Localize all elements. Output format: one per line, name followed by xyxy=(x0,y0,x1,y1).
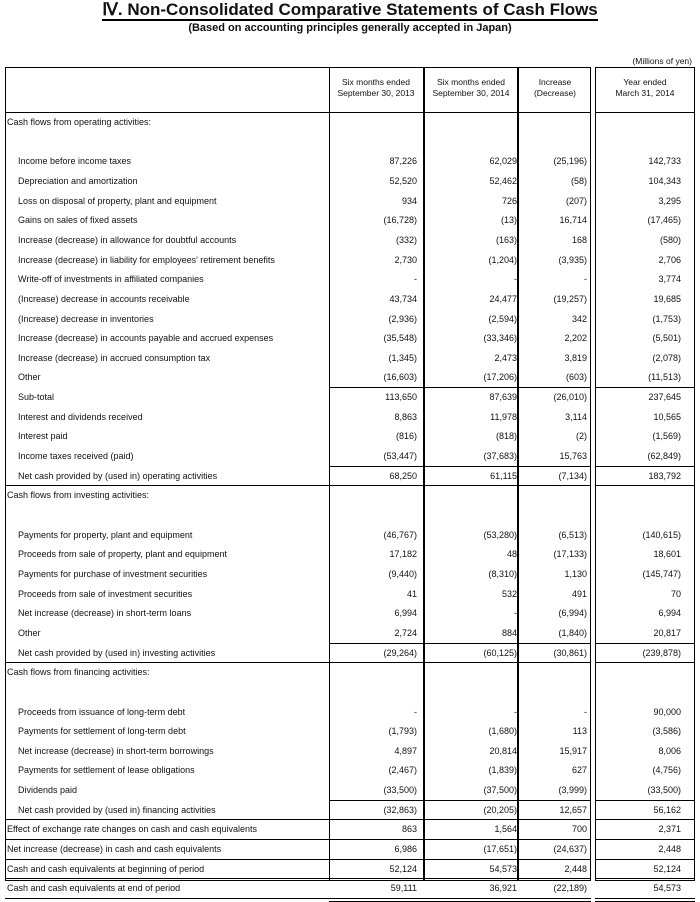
cell-value: (239,878) xyxy=(642,647,681,658)
table-row xyxy=(5,407,695,427)
cell-value: (9,440) xyxy=(388,568,417,579)
cell-value: (20,205) xyxy=(483,804,517,815)
cell-value: 8,006 xyxy=(658,745,681,756)
cell-value: 2,371 xyxy=(658,824,681,835)
cell-value: (580) xyxy=(659,234,681,245)
table-row xyxy=(5,191,695,211)
table-row xyxy=(5,643,695,663)
table-row xyxy=(5,426,695,446)
column-header-h1-2013 xyxy=(329,77,423,99)
cell-value: 2,730 xyxy=(394,254,417,265)
cell-value: (37,683) xyxy=(483,451,517,462)
cell-value: (5,501) xyxy=(652,333,681,344)
page-subtitle: (Based on accounting principles generally accepted in Japan) xyxy=(188,22,512,34)
section-header-row xyxy=(5,112,695,132)
table-row xyxy=(5,603,695,623)
cell-value: 20,814 xyxy=(489,745,517,756)
cell-value: (6,994) xyxy=(558,608,587,619)
cell-value: 36,921 xyxy=(489,883,517,894)
column-header-line: (Decrease) xyxy=(533,88,577,98)
cell-value: (13) xyxy=(500,215,517,226)
cell-value: 52,124 xyxy=(653,863,681,874)
cell-value: 6,994 xyxy=(394,608,417,619)
table-row xyxy=(5,210,695,230)
cell-value: 41 xyxy=(406,588,417,599)
table-row xyxy=(5,466,695,486)
row-label: Increase (decrease) in accounts payable and accrued expenses xyxy=(18,333,274,344)
column-header-line: September 30, 2014 xyxy=(432,88,510,98)
row-rule xyxy=(595,898,695,899)
row-label: Net cash provided by (used in) investing activities xyxy=(18,647,216,658)
row-label: Net increase (decrease) in short-term borrowings xyxy=(18,745,214,756)
cell-value: 56,162 xyxy=(653,804,681,815)
cell-value: (7,134) xyxy=(558,470,587,481)
row-label: Payments for settlement of lease obligations xyxy=(18,765,195,776)
column-header-fy2013 xyxy=(595,77,695,99)
table-row xyxy=(5,250,695,270)
cell-value: (17,133) xyxy=(553,549,587,560)
cell-value: (1,793) xyxy=(388,726,417,737)
cell-value: (53,447) xyxy=(383,451,417,462)
cell-value: 142,733 xyxy=(648,156,681,167)
cell-value: (62,849) xyxy=(647,451,681,462)
cell-value: (32,863) xyxy=(383,804,417,815)
cell-value: 168 xyxy=(571,234,587,245)
table-row xyxy=(5,623,695,643)
table-row xyxy=(5,741,695,761)
cell-value: 6,986 xyxy=(394,844,417,855)
cell-value: (2,467) xyxy=(388,765,417,776)
cell-value: 1,130 xyxy=(564,568,587,579)
cell-value: (60,125) xyxy=(483,647,517,658)
row-label: Net increase (decrease) in short-term loans xyxy=(18,608,192,619)
cell-value: - xyxy=(514,706,517,717)
cell-value: (17,465) xyxy=(647,215,681,226)
cell-value: (2,936) xyxy=(388,313,417,324)
spacer-row xyxy=(5,682,695,702)
cell-value: 700 xyxy=(571,824,587,835)
row-label: Payments for settlement of long-term debt xyxy=(18,726,186,737)
row-label: Cash and cash equivalents at end of period xyxy=(7,883,181,894)
cell-value: 43,734 xyxy=(389,293,417,304)
cell-value: 15,917 xyxy=(559,745,587,756)
cell-value: 3,819 xyxy=(564,352,587,363)
table-row xyxy=(5,269,695,289)
cell-value: (30,861) xyxy=(553,647,587,658)
row-label: Net cash provided by (used in) financing activities xyxy=(18,804,216,815)
cell-value: 90,000 xyxy=(653,706,681,717)
table-row xyxy=(5,348,695,368)
cell-value: 52,124 xyxy=(389,863,417,874)
table-row xyxy=(5,446,695,466)
cell-value: - xyxy=(514,608,517,619)
cell-value: 2,448 xyxy=(658,844,681,855)
cell-value: 18,601 xyxy=(653,549,681,560)
cell-value: (33,346) xyxy=(483,333,517,344)
table-row xyxy=(5,839,695,859)
row-label: Increase (decrease) in liability for employees' retirement benefits xyxy=(18,254,275,265)
cell-value: (140,615) xyxy=(642,529,681,540)
cell-value: (163) xyxy=(495,234,517,245)
row-label: Net cash provided by (used in) operating activities xyxy=(18,470,218,481)
cell-value: 342 xyxy=(571,313,587,324)
page-title xyxy=(0,0,700,20)
table-row xyxy=(5,819,695,839)
table-row xyxy=(5,878,695,898)
cell-value: 2,202 xyxy=(564,333,587,344)
row-label: Income before income taxes xyxy=(18,156,132,167)
row-label: Proceeds from sale of property, plant and equipment xyxy=(18,549,227,560)
cell-value: (11,513) xyxy=(648,372,681,383)
cell-value: (1,840) xyxy=(558,627,587,638)
cell-value: (58) xyxy=(570,175,587,186)
row-label: Income taxes received (paid) xyxy=(18,451,134,462)
cell-value: 59,111 xyxy=(390,883,417,894)
table-row xyxy=(5,760,695,780)
cell-value: 726 xyxy=(501,195,517,206)
cell-value: 4,897 xyxy=(394,745,417,756)
table-row xyxy=(5,780,695,800)
cell-value: 627 xyxy=(571,765,587,776)
section-header-row xyxy=(5,485,695,505)
table-row xyxy=(5,859,695,879)
cell-value: 20,817 xyxy=(653,627,681,638)
table-row xyxy=(5,584,695,604)
cell-value: 10,565 xyxy=(653,411,681,422)
cell-value: 8,863 xyxy=(394,411,417,422)
cell-value: 2,706 xyxy=(658,254,681,265)
cell-value: (145,747) xyxy=(642,568,681,579)
cell-value: 104,343 xyxy=(648,175,681,186)
table-row xyxy=(5,564,695,584)
cell-value: 24,477 xyxy=(489,293,517,304)
cell-value: 54,573 xyxy=(489,863,517,874)
cell-value: (2,594) xyxy=(488,313,517,324)
cell-value: 237,645 xyxy=(648,392,681,403)
cell-value: 113 xyxy=(572,726,587,737)
table-row xyxy=(5,328,695,348)
cell-value: (1,680) xyxy=(488,726,517,737)
cell-value: (2) xyxy=(576,431,587,442)
row-rule xyxy=(5,898,591,899)
cell-value: 113,650 xyxy=(385,392,417,403)
cash-flow-table xyxy=(5,67,695,894)
row-label: Proceeds from issuance of long-term debt xyxy=(18,706,186,717)
column-header-change xyxy=(519,77,591,99)
spacer-row xyxy=(5,132,695,152)
cell-value: 3,295 xyxy=(658,195,681,206)
page-title-text: Ⅳ. Non-Consolidated Comparative Statements of Cash Flows xyxy=(102,0,598,19)
cell-value: 17,182 xyxy=(389,549,417,560)
cell-value: 183,792 xyxy=(648,470,681,481)
row-label: Cash flows from operating activities: xyxy=(7,117,152,127)
column-header-line: Six months ended xyxy=(436,77,506,87)
cell-value: 2,724 xyxy=(394,627,417,638)
table-row xyxy=(5,800,695,820)
row-label: Increase (decrease) in accrued consumption tax xyxy=(18,352,211,363)
cell-value: 884 xyxy=(501,627,517,638)
row-label: Payments for purchase of investment securities xyxy=(18,568,208,579)
cell-value: (1,204) xyxy=(488,254,517,265)
cell-value: 934 xyxy=(401,195,417,206)
cell-value: (33,500) xyxy=(647,785,681,796)
cell-value: (3,586) xyxy=(652,726,681,737)
cell-value: (16,728) xyxy=(383,215,417,226)
spacer-row xyxy=(5,505,695,525)
row-label: Gains on sales of fixed assets xyxy=(18,215,138,226)
cell-value: (37,500) xyxy=(483,785,517,796)
table-row xyxy=(5,525,695,545)
cell-value: 2,473 xyxy=(494,352,517,363)
cell-value: 48 xyxy=(506,549,517,560)
row-label: Cash flows from financing activities: xyxy=(7,667,150,678)
column-header-line: Increase xyxy=(538,77,572,87)
cell-value: (207) xyxy=(565,195,587,206)
cell-value: (3,935) xyxy=(558,254,587,265)
cell-value: - xyxy=(414,274,417,285)
table-row xyxy=(5,171,695,191)
cell-value: 68,250 xyxy=(389,470,417,481)
cell-value: (603) xyxy=(565,372,587,383)
cell-value: 532 xyxy=(501,588,517,599)
cell-value: 62,029 xyxy=(489,156,517,167)
column-header-line: Year ended xyxy=(623,77,667,87)
column-header-line: Six months ended xyxy=(341,77,411,87)
row-label: Increase (decrease) in allowance for doubtful accounts xyxy=(18,234,237,245)
table-row xyxy=(5,544,695,564)
cell-value: (818) xyxy=(495,431,517,442)
cell-value: 87,639 xyxy=(489,392,517,403)
cell-value: (25,196) xyxy=(553,156,587,167)
row-label: Payments for property, plant and equipment xyxy=(18,529,193,540)
row-label: Sub-total xyxy=(18,392,55,403)
cell-value: (2,078) xyxy=(652,352,681,363)
cell-value: 491 xyxy=(571,588,587,599)
cell-value: (16,603) xyxy=(383,372,417,383)
row-label: Net increase (decrease) in cash and cash equivalents xyxy=(7,844,222,855)
cell-value: (17,651) xyxy=(483,844,517,855)
cell-value: 3,114 xyxy=(565,411,587,422)
table-row xyxy=(5,151,695,171)
cell-value: (22,189) xyxy=(553,883,587,894)
cell-value: 1,564 xyxy=(494,824,517,835)
row-label: Depreciation and amortization xyxy=(18,175,138,186)
cell-value: 54,573 xyxy=(653,883,681,894)
row-label: Dividends paid xyxy=(18,785,78,796)
units-note: (Millions of yen) xyxy=(632,56,692,66)
cell-value: 87,226 xyxy=(389,156,417,167)
cell-value: 16,714 xyxy=(559,215,587,226)
cell-value: (46,767) xyxy=(383,529,417,540)
row-label: (Increase) decrease in inventories xyxy=(18,313,154,324)
cell-value: (19,257) xyxy=(553,293,587,304)
column-header-h1-2014 xyxy=(425,77,517,99)
table-row xyxy=(5,702,695,722)
cell-value: (26,010) xyxy=(553,392,587,403)
cell-value: - xyxy=(514,274,517,285)
cell-value: (1,753) xyxy=(652,313,681,324)
cell-value: 70 xyxy=(670,588,681,599)
cell-value: (6,513) xyxy=(558,529,587,540)
cell-value: 2,448 xyxy=(564,863,587,874)
cell-value: (33,500) xyxy=(383,785,417,796)
column-header-line: March 31, 2014 xyxy=(615,88,675,98)
table-row xyxy=(5,309,695,329)
cell-value: 11,978 xyxy=(490,411,517,422)
cell-value: - xyxy=(584,274,587,285)
cell-value: 12,657 xyxy=(559,804,587,815)
cell-value: - xyxy=(414,706,417,717)
cell-value: 19,685 xyxy=(653,293,681,304)
cell-value: 52,520 xyxy=(389,175,417,186)
row-label: Write-off of investments in affiliated companies xyxy=(18,274,204,285)
cell-value: (24,637) xyxy=(553,844,587,855)
row-label: Effect of exchange rate changes on cash and cash equivalents xyxy=(7,824,258,835)
section-header-row xyxy=(5,662,695,682)
cell-value: 15,763 xyxy=(559,451,587,462)
column-header-line: September 30, 2013 xyxy=(337,88,415,98)
cell-value: (17,206) xyxy=(483,372,517,383)
row-label: Cash flows from investing activities: xyxy=(7,490,150,501)
cell-value: (816) xyxy=(395,431,417,442)
table-row xyxy=(5,367,695,387)
cell-value: - xyxy=(584,706,587,717)
cell-value: (1,345) xyxy=(388,352,417,363)
table-row xyxy=(5,721,695,741)
cell-value: (1,569) xyxy=(652,431,681,442)
cell-value: (35,548) xyxy=(383,333,417,344)
cell-value: (332) xyxy=(395,234,417,245)
row-label: Other xyxy=(18,627,41,638)
cell-value: (29,264) xyxy=(383,647,417,658)
cell-value: 61,115 xyxy=(490,470,517,481)
row-label: Proceeds from sale of investment securities xyxy=(18,588,193,599)
cell-value: 3,774 xyxy=(658,274,681,285)
table-row xyxy=(5,230,695,250)
cell-value: (4,756) xyxy=(652,765,681,776)
cell-value: (53,280) xyxy=(483,529,517,540)
row-label: (Increase) decrease in accounts receivable xyxy=(18,293,190,304)
row-label: Other xyxy=(18,372,41,383)
cell-value: 52,462 xyxy=(489,175,517,186)
cell-value: 863 xyxy=(401,824,417,835)
row-label: Interest paid xyxy=(18,431,68,442)
cell-value: (3,999) xyxy=(558,785,587,796)
table-row xyxy=(5,289,695,309)
cell-value: 6,994 xyxy=(658,608,681,619)
cell-value: (1,839) xyxy=(488,765,517,776)
table-row xyxy=(5,387,695,407)
row-label: Cash and cash equivalents at beginning of period xyxy=(7,863,205,874)
row-label: Interest and dividends received xyxy=(18,411,143,422)
row-label: Loss on disposal of property, plant and equipment xyxy=(18,195,217,206)
cell-value: (8,310) xyxy=(488,568,517,579)
